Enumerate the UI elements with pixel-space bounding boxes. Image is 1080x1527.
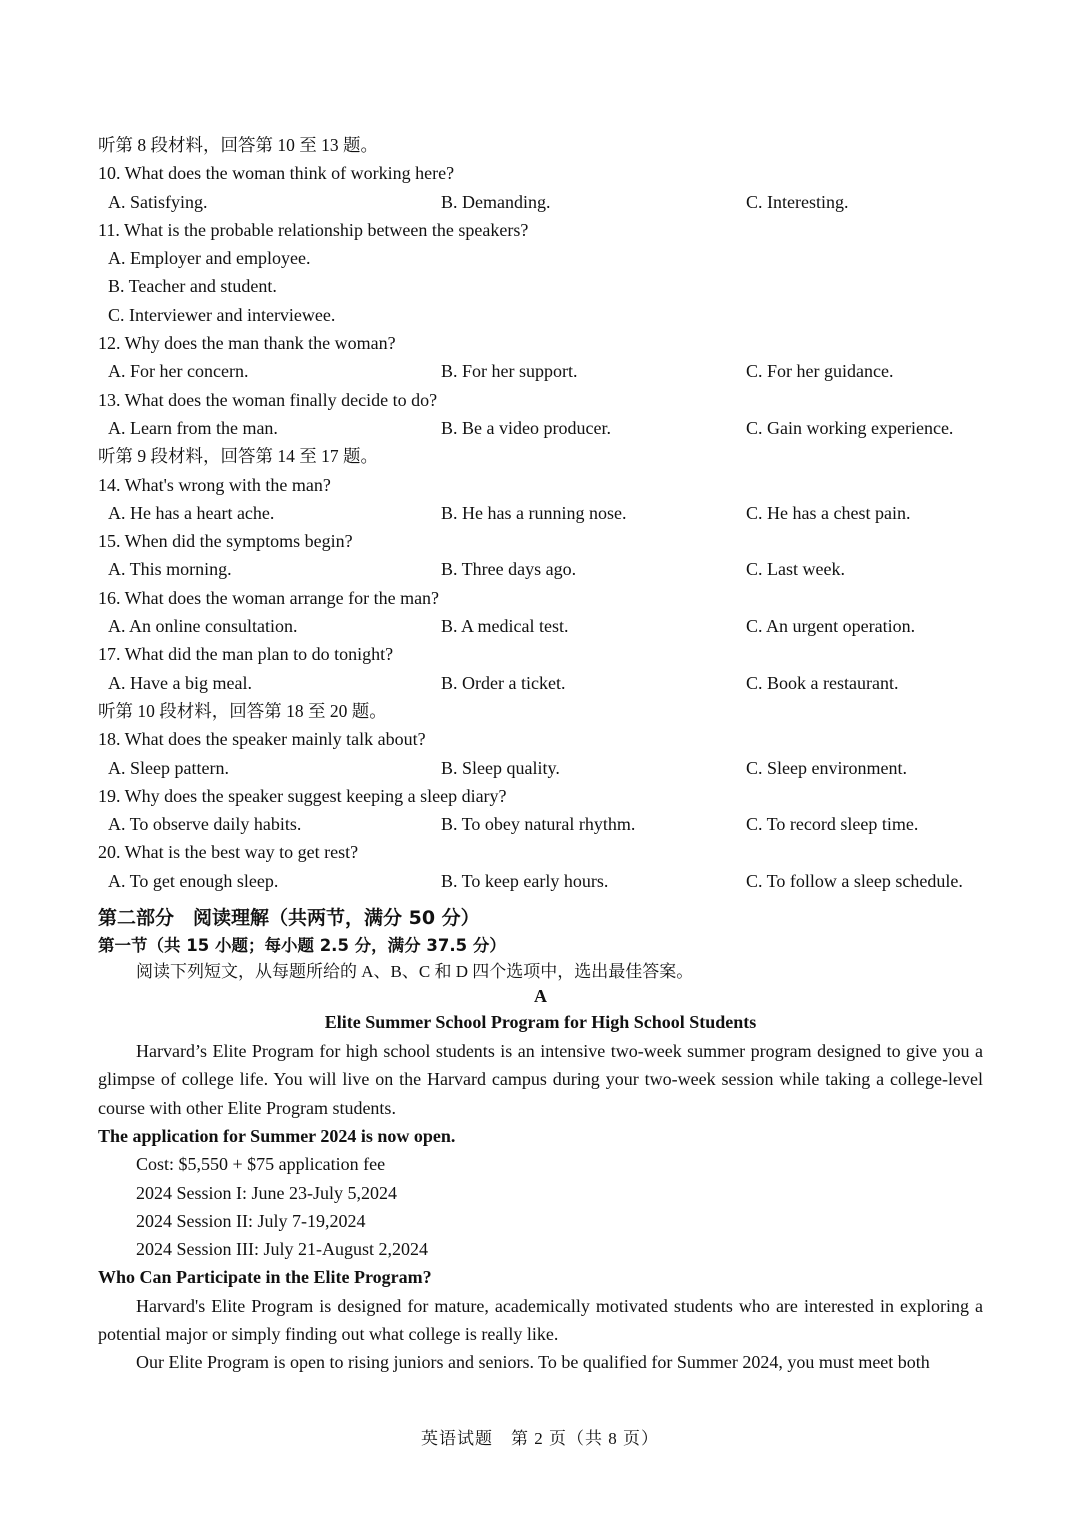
part2-title: 第二部分 阅读理解（共两节，满分 50 分） xyxy=(98,907,480,930)
passage-title: Elite Summer School Program for High School Students xyxy=(324,1012,757,1033)
answer-option-b: B. A medical test. xyxy=(441,616,569,637)
answer-option-a: A. Learn from the man. xyxy=(108,417,278,438)
answer-option-c: C. To follow a sleep schedule. xyxy=(746,870,963,891)
answer-option-b: B. To keep early hours. xyxy=(441,870,609,891)
session-3: 2024 Session III: July 21-August 2,2024 xyxy=(136,1239,428,1260)
passage-intro: Harvard’s Elite Program for high school students is an intensive two-week summer program designed to give you a glimpse of college life. You will live on the Harvard campus during your two-week session while taking a college-level course with other Elite Program students. xyxy=(98,1041,983,1118)
page-footer: 英语试题 第 2 页（共 8 页） xyxy=(421,1429,659,1448)
answer-option-a: A. He has a heart ache. xyxy=(108,502,275,523)
who-heading: Who Can Participate in the Elite Program? xyxy=(98,1267,432,1288)
answer-option-b: B. Three days ago. xyxy=(441,559,577,580)
answer-options-row xyxy=(98,188,983,216)
answer-option-b: B. He has a running nose. xyxy=(441,502,627,523)
answer-option-b: B. For her support. xyxy=(441,361,578,382)
answer-options-row xyxy=(98,867,983,895)
answer-option-c: C. Book a restaurant. xyxy=(746,672,899,693)
answer-option: A. Employer and employee. xyxy=(108,248,311,269)
exam-page xyxy=(98,131,983,1377)
answer-option-b: B. Demanding. xyxy=(441,191,551,212)
answer-option-c: C. An urgent operation. xyxy=(746,616,916,637)
question-stem: 11. What is the probable relationship between the speakers? xyxy=(98,219,529,240)
answer-option-b: B. Order a ticket. xyxy=(441,672,566,693)
answer-option: C. Interviewer and interviewee. xyxy=(108,304,336,325)
answer-option-c: C. Gain working experience. xyxy=(746,417,954,438)
who-paragraph: Harvard's Elite Program is designed for mature, academically motivated students who are interested in exploring a potential major or simply finding out what college is really like. xyxy=(98,1295,983,1344)
answer-option-a: A. To get enough sleep. xyxy=(108,870,279,891)
question-stem: 15. When did the symptoms begin? xyxy=(98,531,353,552)
answer-option-a: A. Satisfying. xyxy=(108,191,208,212)
answer-option-a: A. For her concern. xyxy=(108,361,249,382)
question-stem: 16. What does the woman arrange for the man? xyxy=(98,587,440,608)
answer-option-a: A. Sleep pattern. xyxy=(108,757,229,778)
question-stem: 19. Why does the speaker suggest keeping a sleep diary? xyxy=(98,785,507,806)
question-stem: 13. What does the woman finally decide to do? xyxy=(98,389,438,410)
reading-instruction: 阅读下列短文，从每题所给的 A、B、C 和 D 四个选项中，选出最佳答案。 xyxy=(136,962,694,982)
answer-options-row xyxy=(98,357,983,385)
answer-option-c: C. Last week. xyxy=(746,559,845,580)
answer-option-a: A. An online consultation. xyxy=(108,616,298,637)
question-stem: 14. What's wrong with the man? xyxy=(98,474,331,495)
answer-option-c: C. He has a chest pain. xyxy=(746,502,911,523)
question-stem: 17. What did the man plan to do tonight? xyxy=(98,644,394,665)
answer-option-b: B. Sleep quality. xyxy=(441,757,560,778)
listening-material-heading: 听第 8 段材料，回答第 10 至 13 题。 xyxy=(98,135,378,155)
answer-option-a: A. This morning. xyxy=(108,559,232,580)
answer-option-b: B. To obey natural rhythm. xyxy=(441,814,636,835)
answer-options-row xyxy=(98,810,983,838)
answer-options-row xyxy=(98,754,983,782)
answer-option-a: A. To observe daily habits. xyxy=(108,814,302,835)
answer-options-row xyxy=(98,414,983,442)
session-2: 2024 Session II: July 7-19,2024 xyxy=(136,1210,366,1231)
answer-option-c: C. Interesting. xyxy=(746,191,849,212)
listening-material-heading: 听第 9 段材料，回答第 14 至 17 题。 xyxy=(98,446,378,467)
answer-option-b: B. Be a video producer. xyxy=(441,417,611,438)
question-stem: 10. What does the woman think of working here? xyxy=(98,163,455,184)
application-heading: The application for Summer 2024 is now open. xyxy=(98,1125,456,1146)
section1-title: 第一节（共 15 小题；每小题 2.5 分，满分 37.5 分） xyxy=(98,936,506,956)
answer-option-c: C. For her guidance. xyxy=(746,361,894,382)
answer-option-a: A. Have a big meal. xyxy=(108,672,252,693)
answer-options-row xyxy=(98,555,983,583)
answer-options-row xyxy=(98,612,983,640)
listening-section xyxy=(98,131,983,895)
session-1: 2024 Session I: June 23-July 5,2024 xyxy=(136,1182,397,1203)
question-stem: 12. Why does the man thank the woman? xyxy=(98,333,396,354)
answer-options-row xyxy=(98,499,983,527)
answer-options-row xyxy=(98,669,983,697)
answer-option-c: C. Sleep environment. xyxy=(746,757,907,778)
question-stem: 18. What does the speaker mainly talk about? xyxy=(98,729,426,750)
answer-option-c: C. To record sleep time. xyxy=(746,814,919,835)
open-paragraph: Our Elite Program is open to rising juniors and seniors. To be qualified for Summer 2024, you must meet both xyxy=(136,1352,930,1373)
passage-letter: A xyxy=(534,986,547,1007)
answer-option: B. Teacher and student. xyxy=(108,276,277,297)
cost-line: Cost: $5,550 + $75 application fee xyxy=(136,1154,386,1175)
listening-material-heading: 听第 10 段材料，回答第 18 至 20 题。 xyxy=(98,700,387,721)
question-stem: 20. What is the best way to get rest? xyxy=(98,842,359,863)
